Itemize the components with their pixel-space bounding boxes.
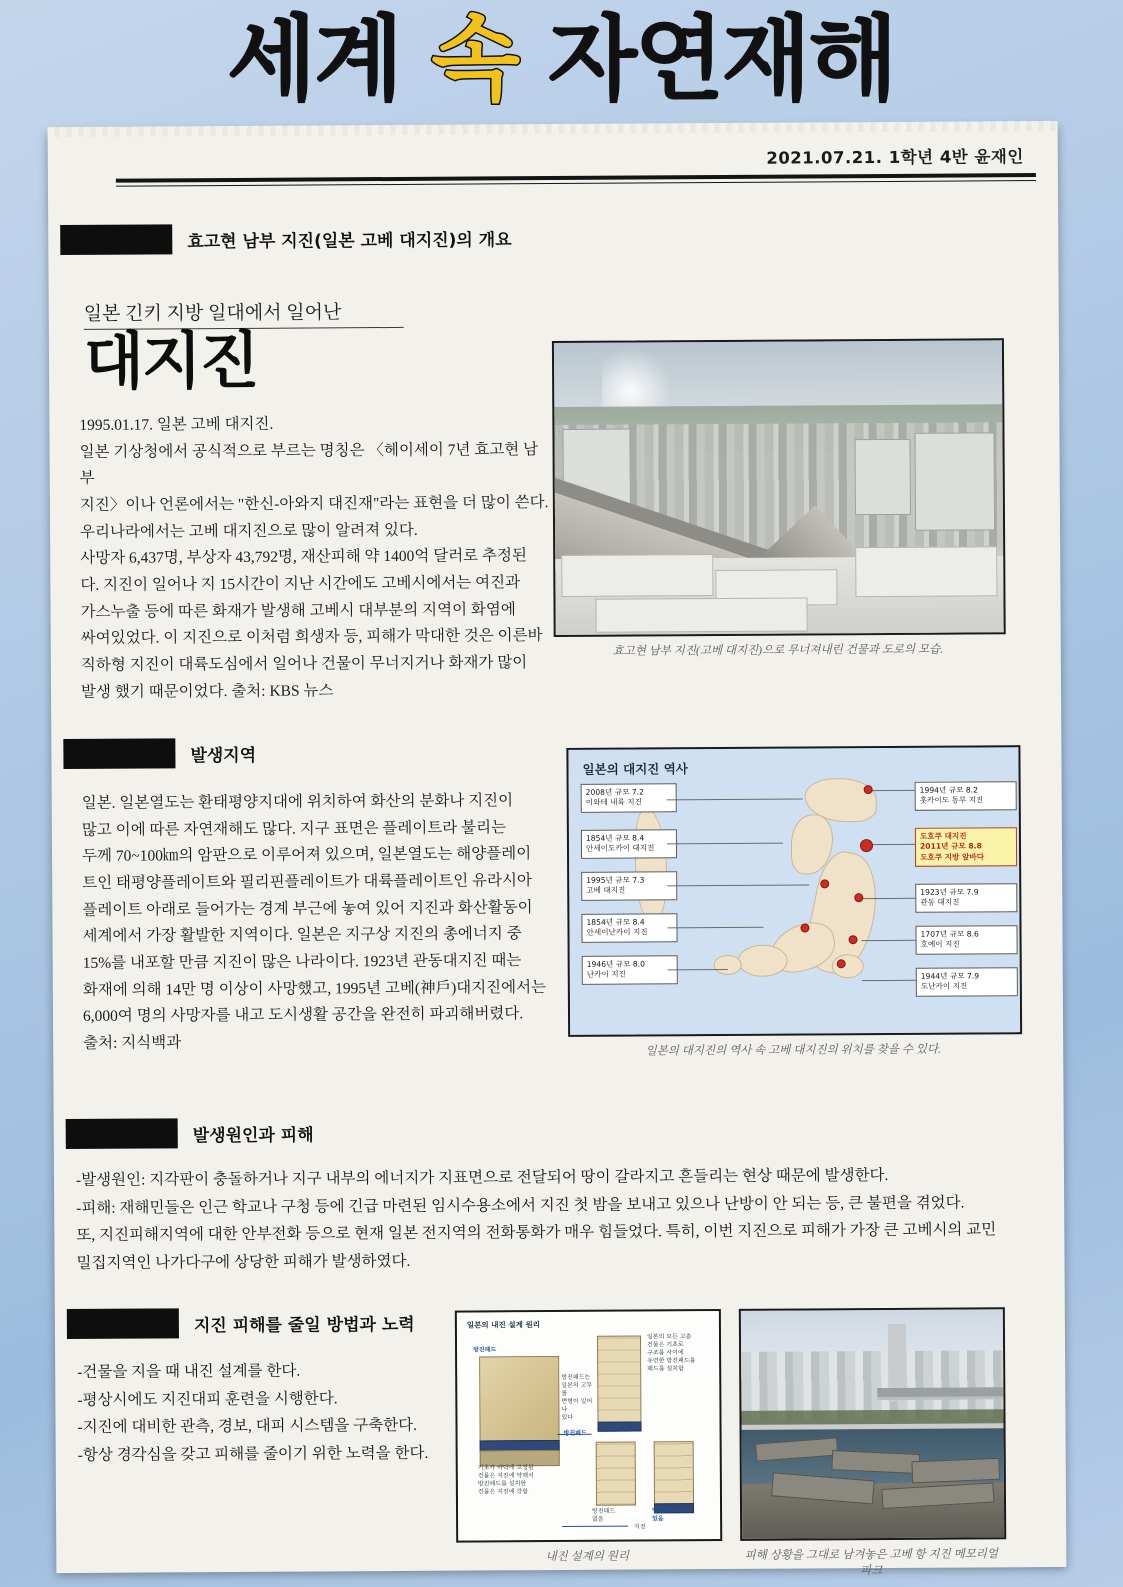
figure-kobe-collapse (552, 338, 1006, 659)
section-marker (60, 224, 172, 255)
photo-kobe-expressway (552, 338, 1006, 637)
diagram-label-0: 방진패드 (473, 1346, 497, 1354)
figure-seismic-design (455, 1309, 723, 1565)
figure-caption-diagram: 내진 설계의 원리 (545, 1550, 630, 1564)
map-label-right-3: 1944년 규모 7.9 도난카이 지진 (916, 967, 1018, 996)
map-label-right-1: 1923년 규모 7.9 관동 대지진 (915, 883, 1017, 912)
map-label-left-2: 1995년 규모 7.3 고베 대지진 (581, 871, 677, 900)
photo-kobe-memorial-park (739, 1307, 1006, 1541)
diagram-seismic-design (455, 1309, 722, 1543)
section-header-overview (60, 222, 511, 255)
section-title-region: 발생지역 (190, 745, 257, 766)
map-label-right-2: 1707년 규모 8.6 호에이 지진 (915, 925, 1017, 954)
title-highlight: 속 (431, 6, 519, 113)
title-part-2: 자연재해 (518, 6, 896, 113)
section-header-region (63, 738, 256, 769)
newspaper-sheet (48, 125, 1067, 1578)
section-marker (63, 738, 175, 769)
figure-japan-quake-history (566, 745, 1022, 1059)
map-epicenter-dot (838, 960, 845, 967)
map-epicenter-dot-tohoku (861, 840, 872, 851)
map-label-right-0: 1994년 규모 8.2 홋카이도 동부 지진 (915, 781, 1017, 810)
diagram-label-3: 일본의 모든 고층 건물은 기초로 구조를 사이에 유연한 방진패드를 패드를 설치함 (646, 1333, 696, 1373)
map-label-left-1: 1854년 규모 8.4 안세이도카이 대지진 (581, 829, 677, 858)
map-label-left-3: 1854년 규모 8.4 안세이난카이 지진 (581, 913, 677, 942)
diagram-label-2: 방진패드는 일본의 고무를 변형이 일어나 있다 (561, 1373, 593, 1422)
overview-headline: 대지진 (83, 323, 258, 398)
diagram-label-5: 방진패드 없음 (592, 1507, 616, 1523)
map-title: 일본의 대지진 역사 (582, 761, 688, 777)
section-title-mitigation: 지진 피해를 줄일 방법과 노력 (193, 1314, 415, 1336)
section-marker (66, 1118, 178, 1149)
map-epicenter-dot (801, 924, 808, 931)
dateline: 2021.07.21. 1학년 4반 윤재인 (766, 147, 1024, 168)
figure-memorial-park (739, 1307, 1007, 1579)
figure-caption-map: 일본의 대지진의 역사 속 고베 대지진의 위치를 찾을 수 있다. (645, 1043, 941, 1058)
map-label-left-0: 2008년 규모 7.2 이와테 내륙 지진 (581, 783, 677, 812)
map-epicenter-dot (865, 786, 872, 793)
section-marker (67, 1308, 179, 1339)
map-epicenter-dot (855, 894, 862, 901)
region-body: 일본. 일본열도는 환태평양지대에 위치하여 화산의 분화나 지진이 많고 이에 따른 자연재해도 많다. 지구 표면은 플레이트라 불리는 두께 70~100㎞의 암판으로 이루어져 있으며, 일본열도는 해양플레이 트인 태평양플레이트와 필리핀플레이트가 대륙플레이트인 유라시아 플레이트 아래로 들어가는 경계 부근에 놓여 있어 지진과 화산활동이 세계에서 가장 활발한 지역이다. 일본은 지구상 지진의 총에너지 중 15%를 내포할 만큼 지진이 많은 나라이다. 1923년 관동대지진 때는 화재에 의해 14만 명 이상이 사망했고, 1995년 고베(神戶)대지진에서는 6,000여 명의 사망자를 내고 도시생활 공간을 완전히 파괴해버렸다. 출처: 지식백과 (81, 792, 547, 1052)
figure-caption-kobe: 효고현 남부 지진(고베 대지진)으로 무너져내린 건물과 도로의 모습. (612, 643, 944, 658)
section-title-cause: 발생원인과 피해 (192, 1124, 314, 1146)
map-epicenter-dot (850, 936, 857, 943)
map-epicenter-dot (821, 880, 828, 887)
map-label-left-4: 1946년 규모 8.0 난카이 지진 (582, 955, 678, 984)
title-part-1: 세계 (227, 6, 432, 113)
section-title-overview: 효고현 남부 지진(일본 고베 대지진)의 개요 (187, 229, 512, 252)
overview-kicker: 일본 긴키 지방 일대에서 일어난 (84, 297, 404, 330)
cause-body: -발생원인: 지각판이 충돌하거나 지구 내부의 에너지가 지표면으로 전달되어 땅이 갈라지고 흔들리는 현상 때문에 발생한다. -피해: 재해민들은 인근 학교나 구청 등에 긴급 마련된 임시수용소에서 지진 첫 밤을 보내고 있으나 난방이 안 되는 등, 큰 불편을 겪었다. 또, 지진피해지역에 대한 안부전화 등으로 현재 일본 전지역의 전화통화가 매우 힘들었다. 특히, 이번 지진으로 피해가 가장 큰 고베시의 교민 밀집지역인 나가다구에 상당한 피해가 발생하였다. (75, 1166, 997, 1272)
map-japan-earthquakes (566, 745, 1022, 1037)
overview-body: 1995.01.17. 일본 고베 대지진. 일본 기상청에서 공식적으로 부르는 명칭은 〈헤이세이 7년 효고현 남부 지진〉이나 언론에서는 "한신-아와지 대진재"라는 표현을 더 많이 쓴다. 우리나라에서는 고베 대지진으로 많이 알려져 있다. 사망자 6,437명, 부상자 43,792명, 재산피해 약 1400억 달러로 추정된 다. 지진이 일어나 지 15시간이 지난 시간에도 고베시에서는 여진과 가스누출 등에 따른 화재가 발생해 고베시 대부분의 지역이 화염에 싸여있었다. 이 지진으로 이처럼 희생자 등, 피해가 막대한 것은 이른바 직하형 지진이 대륙도심에서 일어나 건물이 무너지거나 화재가 많이 발생 했기 때문이었다. 출처: KBS 뉴스 (79, 415, 549, 701)
diagram-title: 일본의 내진 설계 원리 (466, 1320, 540, 1330)
diagram-label-7: 지진 (634, 1523, 646, 1531)
diagram-label-6: 방진패드 있음 (652, 1507, 676, 1523)
mitigation-body: -건물을 지을 때 내진 설계를 한다. -평상시에도 지진대피 훈련을 시행한다. -지진에 대비한 관측, 경보, 대피 시스템을 구축한다. -항상 경각심을 갖고 피해를 줄이기 위한 노력을 한다. (77, 1362, 429, 1464)
diagram-label-4: 기초가 바닥에 고정된 건물은 지진에 약해서 방진패드를 설치한 건물은 지진에 강함 (477, 1464, 534, 1496)
figure-caption-memorial: 피해 상황을 그대로 남겨놓은 고베 항 지진 메모리얼 파크 (744, 1548, 999, 1578)
section-header-cause (66, 1117, 314, 1149)
map-label-tohoku: 도호쿠 대지진 2011년 규모 8.8 도호쿠 지방 앞바다 (915, 827, 1017, 866)
poster-title (0, 6, 1123, 113)
section-header-mitigation (67, 1307, 415, 1339)
